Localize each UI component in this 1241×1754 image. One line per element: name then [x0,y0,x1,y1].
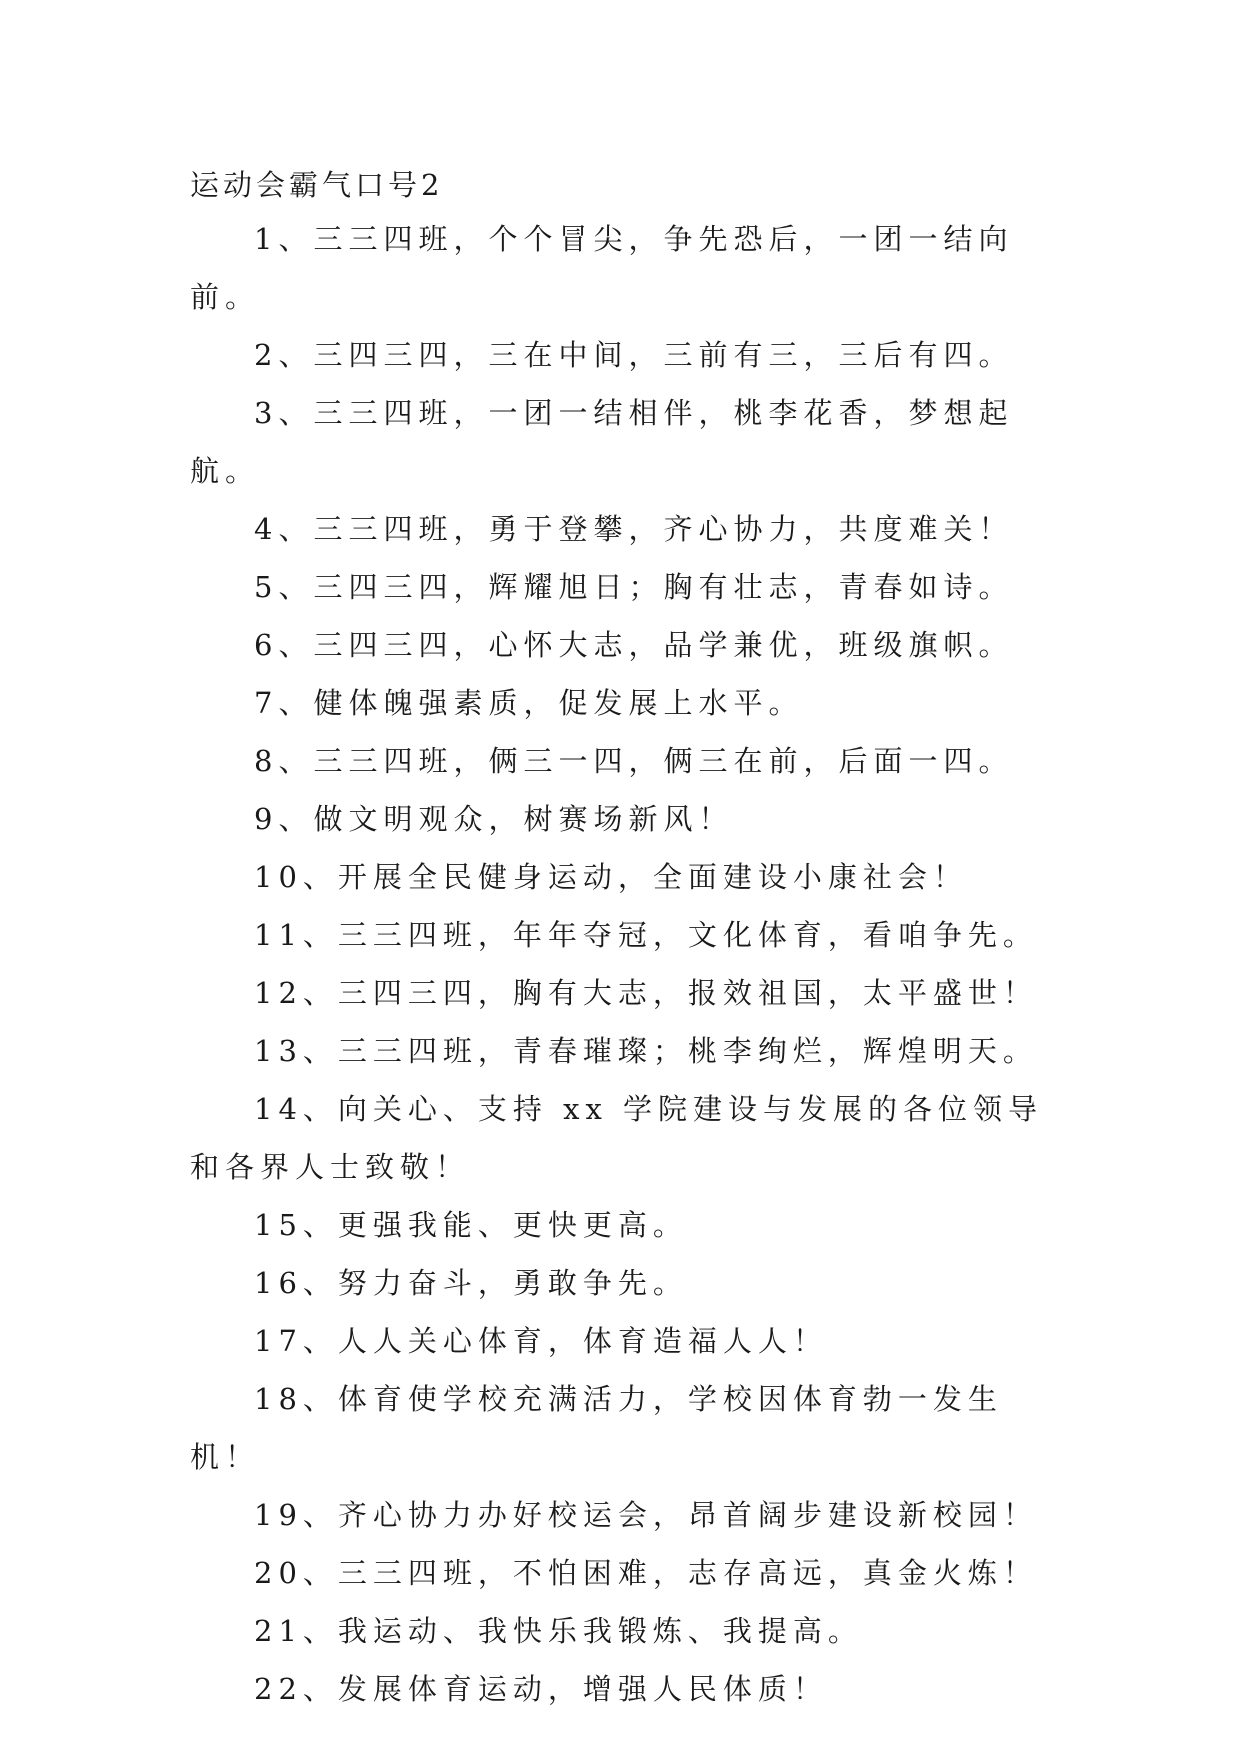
slogan-item: 4、三三四班，勇于登攀，齐心协力，共度难关！ [254,512,1014,546]
slogan-item: 2、三四三四，三在中间，三前有三，三后有四。 [254,338,1014,372]
slogan-item: 9、做文明观众，树赛场新风！ [254,802,734,836]
slogan-item: 21、我运动、我快乐我锻炼、我提高。 [254,1614,863,1648]
slogan-item: 7、健体魄强素质，促发展上水平。 [254,686,804,720]
slogan-item: 8、三三四班，俩三一四，俩三在前，后面一四。 [254,744,1014,778]
document-title: 运动会霸气口号2 [190,168,444,202]
slogan-item: 12、三四三四，胸有大志，报效祖国，太平盛世！ [254,976,1038,1010]
slogan-item: 6、三四三四，心怀大志，品学兼优，班级旗帜。 [254,628,1014,662]
slogan-item: 16、努力奋斗，勇敢争先。 [254,1266,688,1300]
slogan-item: 1、三三四班，个个冒尖，争先恐后，一团一结向前。 [190,222,1014,314]
slogan-item: 20、三三四班，不怕困难，志存高远，真金火炼！ [254,1556,1038,1590]
slogan-item: 19、齐心协力办好校运会，昂首阔步建设新校园！ [254,1498,1038,1532]
slogan-item: 10、开展全民健身运动，全面建设小康社会！ [254,860,968,894]
slogan-item: 17、人人关心体育，体育造福人人！ [254,1324,828,1358]
slogan-item: 14、向关心、支持 xx 学院建设与发展的各位领导和各界人士致敬！ [190,1092,1044,1184]
slogan-item: 22、发展体育运动，增强人民体质！ [254,1672,828,1706]
slogan-item: 13、三三四班，青春璀璨；桃李绚烂，辉煌明天。 [254,1034,1038,1068]
slogan-list [190,210,1070,1718]
slogan-item: 15、更强我能、更快更高。 [254,1208,688,1242]
slogan-item: 11、三三四班，年年夺冠，文化体育，看咱争先。 [254,918,1038,952]
slogan-item: 5、三四三四，辉耀旭日；胸有壮志，青春如诗。 [254,570,1014,604]
slogan-item: 3、三三四班，一团一结相伴，桃李花香，梦想起航。 [190,396,1014,488]
slogan-item: 18、体育使学校充满活力，学校因体育勃一发生机！ [190,1382,1003,1474]
